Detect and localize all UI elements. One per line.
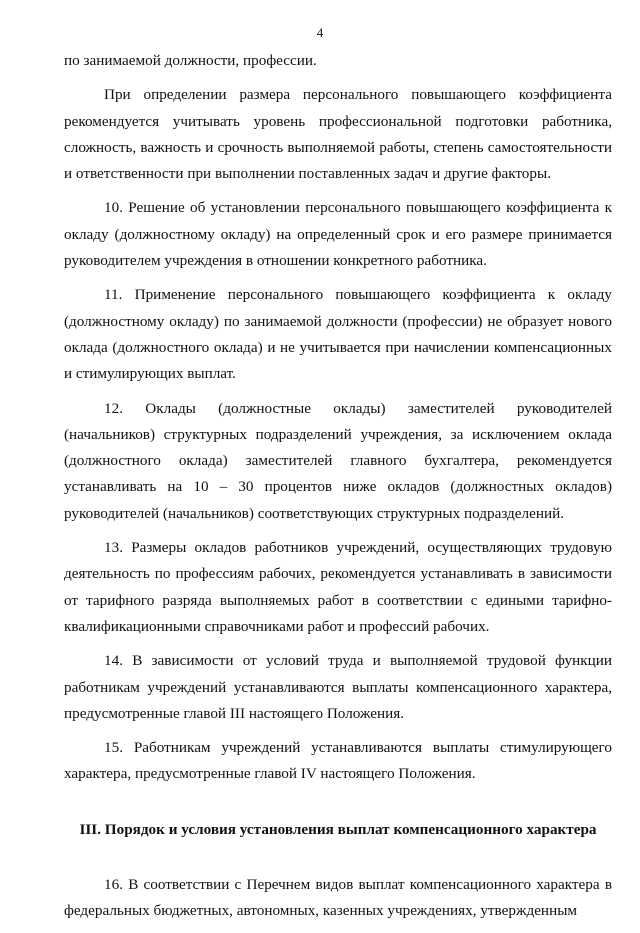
paragraph-coefficient-factors: При определении размера персонального повышающего коэффициента рекомендуется учитывать уровень профессиональной подготовки работника, сложность, важность и срочность выполняемой работы, степень самостоятельности и ответственности при выполнении поставленных задач и другие факторы. xyxy=(64,86,612,183)
paragraph-continuation: по занимаемой должности, профессии. xyxy=(64,52,317,69)
paragraph-16: 16. В соответствии с Перечнем видов выплат компенсационного характера в федеральных бюджетных, автономных, казенных учреждениях, утвержденным xyxy=(64,876,612,920)
paragraph-15: 15. Работникам учреждений устанавливаются выплаты стимулирующего характера, предусмотренные главой IV настоящего Положения. xyxy=(64,739,612,783)
paragraph-13: 13. Размеры окладов работников учреждений, осуществляющих трудовую деятельность по профессиям рабочих, рекомендуется устанавливать в зависимости от тарифного разряда выполняемых работ в соответствии с едиными тарифно-квалификационными справочниками работ и профессий рабочих. xyxy=(64,539,612,635)
paragraph-11: 11. Применение персонального повышающего коэффициента к окладу (должностному окладу) по занимаемой должности (профессии) не образует нового оклада (должностного оклада) и не учитывается при начислении компенсационных и стимулирующих выплат. xyxy=(64,286,612,383)
page-number: 4 xyxy=(316,25,324,40)
paragraph-12: 12. Оклады (должностные оклады) заместителей руководителей (начальников) структурных подразделений учреждения, за исключением оклада (должностного оклада) заместителей главного бухгалтера, рекомендуется устанавливать на 10 – 30 процентов ниже окладов (должностных окладов) руководителей (начальников) соответствующих структурных подразделений. xyxy=(64,399,612,522)
section-heading: III. Порядок и условия установления выплат компенсационного характера xyxy=(79,820,597,838)
paragraph-10: 10. Решение об установлении персонального повышающего коэффициента к окладу (должностному окладу) на определенный срок и его размере принимается руководителем учреждения в отношении конкретного работника. xyxy=(64,199,612,270)
paragraph-14: 14. В зависимости от условий труда и выполняемой трудовой функции работникам учреждений устанавливаются выплаты компенсационного характера, предусмотренные главой III настоящего Положения. xyxy=(64,652,612,722)
document-body xyxy=(64,48,612,933)
